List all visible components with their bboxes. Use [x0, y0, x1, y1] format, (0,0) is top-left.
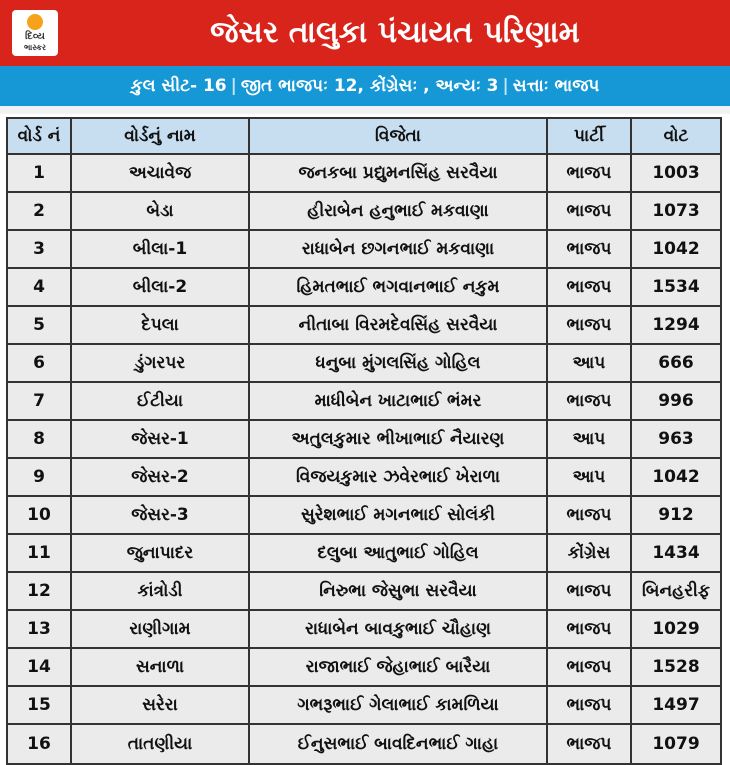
ward-no-cell: 11	[8, 535, 72, 571]
winner-cell: રાધાબેન બાવકુભાઈ ચૌહાણ	[250, 611, 548, 647]
votes-cell: 912	[658, 505, 694, 525]
votes-cell: 1534	[652, 277, 700, 297]
ward-no-cell: 12	[8, 573, 72, 609]
summary-bar	[0, 66, 730, 106]
ward-no-cell: 5	[8, 307, 72, 343]
winner-cell: હિમતભાઈ ભગવાનભાઈ નકુમ	[250, 269, 548, 305]
ward-name-cell: બીલા-1	[72, 231, 250, 267]
votes-cell: 1073	[652, 201, 700, 221]
ward-name-cell: સનાળા	[72, 649, 250, 685]
power-party: સત્તાઃ ભાજપ	[512, 76, 600, 96]
ward-name-cell: ડુંગરપર	[72, 345, 250, 381]
table-row	[8, 231, 720, 269]
ward-name-cell: જેસર-3	[72, 497, 250, 533]
votes-cell: 1003	[652, 163, 700, 183]
table-row	[8, 611, 720, 649]
ward-no-cell: 3	[8, 231, 72, 267]
table-row	[8, 687, 720, 725]
votes-cell: 1294	[652, 315, 700, 335]
votes-cell: 963	[658, 429, 694, 449]
table-row	[8, 421, 720, 459]
ward-name-cell: તાતણીયા	[72, 725, 250, 763]
winner-cell: ધનુબા મુંગલસિંહ ગોહિલ	[250, 345, 548, 381]
party-cell: આપ	[548, 345, 632, 381]
header-ward-no: વોર્ડ નં	[8, 119, 72, 153]
ward-no-cell: 16	[8, 725, 72, 763]
logo-line-1: દિવ્ય	[25, 31, 45, 42]
divider-strip	[0, 106, 730, 114]
party-cell: ભાજપ	[548, 611, 632, 647]
party-cell: ભાજપ	[548, 725, 632, 763]
header-party: પાર્ટી	[548, 119, 632, 153]
votes-cell: 666	[658, 353, 694, 373]
party-cell: ભાજપ	[548, 383, 632, 419]
votes-cell: 1029	[652, 619, 700, 639]
ward-no-cell: 4	[8, 269, 72, 305]
sun-icon	[27, 14, 43, 30]
header-bar	[0, 0, 730, 66]
winner-cell: જનકબા પ્રદ્યુમનસિંહ સરવૈયા	[250, 155, 548, 191]
results-table	[6, 117, 722, 765]
table-row	[8, 725, 720, 763]
votes-cell: બિનહરીફ	[641, 581, 711, 601]
header-votes: વોટ	[663, 126, 689, 146]
ward-name-cell: બેડા	[72, 193, 250, 229]
ward-name-cell: સરેરા	[72, 687, 250, 723]
table-row	[8, 649, 720, 687]
win-counts: જીત ભાજપઃ 12, કોંગ્રેસઃ , અન્યઃ 3	[240, 76, 499, 96]
logo-line-2: ભાસ્કર	[23, 43, 47, 52]
winner-cell: સુરેશભાઈ મગનભાઈ સોલંકી	[250, 497, 548, 533]
ward-name-cell: જેસર-2	[72, 459, 250, 495]
ward-no-cell: 9	[8, 459, 72, 495]
ward-name-cell: ઈટીયા	[72, 383, 250, 419]
votes-cell: 1079	[652, 734, 700, 754]
table-row	[8, 383, 720, 421]
table-row	[8, 535, 720, 573]
party-cell: ભાજપ	[548, 649, 632, 685]
table-row	[8, 269, 720, 307]
ward-name-cell: જેસર-1	[72, 421, 250, 457]
ward-name-cell: દેપલા	[72, 307, 250, 343]
votes-cell: 1528	[652, 657, 700, 677]
winner-cell: રાધાબેન છગનભાઈ મકવાણા	[250, 231, 548, 267]
ward-no-cell: 7	[8, 383, 72, 419]
table-row	[8, 345, 720, 383]
table-row	[8, 307, 720, 345]
votes-cell: 1042	[652, 467, 700, 487]
header-winner: વિજેતા	[250, 119, 548, 153]
party-cell: આપ	[548, 421, 632, 457]
ward-no-cell: 10	[8, 497, 72, 533]
divya-bhaskar-logo	[12, 10, 58, 56]
winner-cell: માધીબેન ખાટાભાઈ ભંમર	[250, 383, 548, 419]
winner-cell: રાજાભાઈ જેહાભાઈ બારૈયા	[250, 649, 548, 685]
party-cell: ભાજપ	[548, 155, 632, 191]
winner-cell: નિરુભા જેસુભા સરવૈયા	[250, 573, 548, 609]
votes-cell: 1434	[652, 543, 700, 563]
table-row	[8, 155, 720, 193]
votes-cell: 1497	[652, 695, 700, 715]
ward-no-cell: 15	[8, 687, 72, 723]
header-ward-name: વોર્ડનું નામ	[72, 119, 250, 153]
ward-name-cell: અચાવેજ	[72, 155, 250, 191]
ward-no-cell: 1	[8, 155, 72, 191]
winner-cell: હીરાબેન હનુભાઈ મકવાણા	[250, 193, 548, 229]
winner-cell: ઈનુસભાઈ બાવદિનભાઈ ગાહા	[250, 725, 548, 763]
party-cell: ભાજપ	[548, 269, 632, 305]
table-row	[8, 193, 720, 231]
table-header-row	[8, 119, 720, 155]
ward-name-cell: બીલા-2	[72, 269, 250, 305]
party-cell: ભાજપ	[548, 497, 632, 533]
party-cell: ભાજપ	[548, 307, 632, 343]
party-cell: ભાજપ	[548, 687, 632, 723]
votes-cell: 1042	[652, 239, 700, 259]
ward-no-cell: 6	[8, 345, 72, 381]
table-row	[8, 573, 720, 611]
winner-cell: નીતાબા વિરમદેવસિંહ સરવૈયા	[250, 307, 548, 343]
winner-cell: અતુલકુમાર ભીખાભાઈ નૈયારણ	[250, 421, 548, 457]
summary-separator: |	[502, 76, 509, 96]
table-row	[8, 459, 720, 497]
votes-cell: 996	[658, 391, 694, 411]
ward-name-cell: કાંત્રોડી	[72, 573, 250, 609]
ward-no-cell: 2	[8, 193, 72, 229]
party-cell: આપ	[548, 459, 632, 495]
party-cell: ભાજપ	[548, 231, 632, 267]
party-cell: ભાજપ	[548, 573, 632, 609]
party-cell: ભાજપ	[548, 193, 632, 229]
summary-separator: |	[230, 76, 237, 96]
page-title: જેસર તાલુકા પંચાયત પરિણામ	[210, 15, 580, 50]
table-row	[8, 497, 720, 535]
winner-cell: ગભરૂભાઈ ગેલાભાઈ કામળિયા	[250, 687, 548, 723]
ward-name-cell: રાણીગામ	[72, 611, 250, 647]
winner-cell: દલુબા આતુભાઈ ગોહિલ	[250, 535, 548, 571]
ward-no-cell: 8	[8, 421, 72, 457]
total-seats: કુલ સીટ- 16	[130, 76, 227, 96]
ward-name-cell: જુનાપાદર	[72, 535, 250, 571]
ward-no-cell: 13	[8, 611, 72, 647]
ward-no-cell: 14	[8, 649, 72, 685]
party-cell: કોંગ્રેસ	[548, 535, 632, 571]
winner-cell: વિજયકુમાર ઝવેરભાઈ ખેરાળા	[250, 459, 548, 495]
